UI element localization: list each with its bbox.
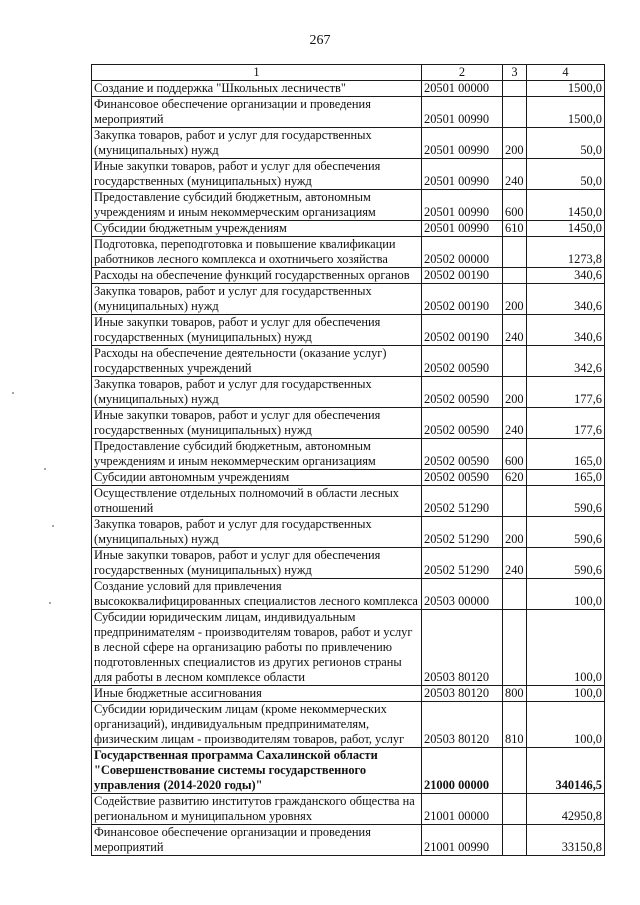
- row-code-cell: 20502 00590: [422, 470, 503, 486]
- row-amount-cell: 33150,8: [527, 825, 605, 856]
- row-name-cell: Закупка товаров, работ и услуг для государственных (муниципальных) нужд: [92, 128, 422, 159]
- table-row: [92, 408, 605, 439]
- table-row: [92, 825, 605, 856]
- row-amount-cell: 100,0: [527, 686, 605, 702]
- row-type-cell: [503, 610, 527, 686]
- row-type-cell: 200: [503, 517, 527, 548]
- table-row: [92, 128, 605, 159]
- row-type-cell: [503, 346, 527, 377]
- row-code-cell: 20502 51290: [422, 517, 503, 548]
- row-amount-cell: 590,6: [527, 486, 605, 517]
- row-type-cell: 200: [503, 377, 527, 408]
- row-code-cell: 20503 80120: [422, 702, 503, 748]
- row-name-cell: Иные закупки товаров, работ и услуг для обеспечения государственных (муниципальных) нужд: [92, 315, 422, 346]
- row-name-cell: Закупка товаров, работ и услуг для государственных (муниципальных) нужд: [92, 517, 422, 548]
- table-row: [92, 548, 605, 579]
- row-name-cell: Предоставление субсидий бюджетным, автономным учреждениям и иным некоммерческим организациям: [92, 190, 422, 221]
- table-row: [92, 702, 605, 748]
- scan-speck: [49, 602, 51, 604]
- table-row: [92, 284, 605, 315]
- table-row: [92, 237, 605, 268]
- row-name-cell: Субсидии юридическим лицам (кроме некоммерческих организаций), индивидуальным предпринимателям, физическим лицам - производителям товаров, работ, услуг: [92, 702, 422, 748]
- table-row: [92, 315, 605, 346]
- row-code-cell: 20501 00990: [422, 190, 503, 221]
- table-row: [92, 81, 605, 97]
- row-amount-cell: 590,6: [527, 548, 605, 579]
- row-code-cell: 20501 00990: [422, 159, 503, 190]
- row-amount-cell: 50,0: [527, 128, 605, 159]
- row-type-cell: [503, 794, 527, 825]
- row-type-cell: 200: [503, 284, 527, 315]
- budget-table: [91, 64, 605, 856]
- row-name-cell: Иные закупки товаров, работ и услуг для обеспечения государственных (муниципальных) нужд: [92, 159, 422, 190]
- row-type-cell: 800: [503, 686, 527, 702]
- table-header-row: [92, 65, 605, 81]
- row-amount-cell: 165,0: [527, 470, 605, 486]
- scan-speck: [52, 525, 54, 527]
- row-amount-cell: 1450,0: [527, 221, 605, 237]
- table-row: [92, 377, 605, 408]
- row-amount-cell: 177,6: [527, 408, 605, 439]
- row-amount-cell: 165,0: [527, 439, 605, 470]
- row-name-cell: Финансовое обеспечение организации и проведения мероприятий: [92, 97, 422, 128]
- row-code-cell: 20502 00590: [422, 346, 503, 377]
- row-type-cell: [503, 579, 527, 610]
- row-code-cell: 20501 00990: [422, 128, 503, 159]
- row-type-cell: [503, 237, 527, 268]
- row-code-cell: 20502 00000: [422, 237, 503, 268]
- row-code-cell: 21001 00990: [422, 825, 503, 856]
- table-row: [92, 610, 605, 686]
- table-row: [92, 159, 605, 190]
- row-name-cell: Закупка товаров, работ и услуг для государственных (муниципальных) нужд: [92, 284, 422, 315]
- row-code-cell: 20502 51290: [422, 486, 503, 517]
- row-amount-cell: 342,6: [527, 346, 605, 377]
- table-row: [92, 346, 605, 377]
- column-header-name: 1: [92, 65, 422, 81]
- table-row: [92, 221, 605, 237]
- row-type-cell: [503, 97, 527, 128]
- row-name-cell: Создание условий для привлечения высококвалифицированных специалистов лесного комплекса: [92, 579, 422, 610]
- row-amount-cell: 1273,8: [527, 237, 605, 268]
- row-type-cell: [503, 748, 527, 794]
- row-code-cell: 20501 00000: [422, 81, 503, 97]
- row-name-cell: Финансовое обеспечение организации и проведения мероприятий: [92, 825, 422, 856]
- table-row: [92, 686, 605, 702]
- table-row: [92, 190, 605, 221]
- column-header-code: 2: [422, 65, 503, 81]
- row-type-cell: 200: [503, 128, 527, 159]
- row-name-cell: Субсидии юридическим лицам, индивидуальным предпринимателям - производителям товаров, работ и услуг в лесной сфере на организацию работы по привлечению подготовленных специалистов из других регионов страны для работы в лесном комплексе области: [92, 610, 422, 686]
- table-row: [92, 268, 605, 284]
- row-code-cell: 20502 00590: [422, 408, 503, 439]
- row-code-cell: 20502 00590: [422, 439, 503, 470]
- row-type-cell: 600: [503, 439, 527, 470]
- row-name-cell: Иные бюджетные ассигнования: [92, 686, 422, 702]
- row-type-cell: 240: [503, 548, 527, 579]
- row-type-cell: 610: [503, 221, 527, 237]
- row-amount-cell: 100,0: [527, 610, 605, 686]
- row-name-cell: Государственная программа Сахалинской области "Совершенствование системы государственного управления (2014-2020 годы)": [92, 748, 422, 794]
- row-amount-cell: 50,0: [527, 159, 605, 190]
- row-code-cell: 20503 80120: [422, 686, 503, 702]
- row-amount-cell: 177,6: [527, 377, 605, 408]
- row-code-cell: 20502 00190: [422, 284, 503, 315]
- row-code-cell: 21000 00000: [422, 748, 503, 794]
- row-amount-cell: 100,0: [527, 579, 605, 610]
- row-name-cell: Предоставление субсидий бюджетным, автономным учреждениям и иным некоммерческим организациям: [92, 439, 422, 470]
- row-name-cell: Закупка товаров, работ и услуг для государственных (муниципальных) нужд: [92, 377, 422, 408]
- row-code-cell: 20501 00990: [422, 97, 503, 128]
- table-row: [92, 748, 605, 794]
- row-name-cell: Осуществление отдельных полномочий в области лесных отношений: [92, 486, 422, 517]
- row-amount-cell: 1500,0: [527, 97, 605, 128]
- row-amount-cell: 1500,0: [527, 81, 605, 97]
- scan-speck: [44, 468, 46, 470]
- row-code-cell: 20502 00590: [422, 377, 503, 408]
- row-amount-cell: 1450,0: [527, 190, 605, 221]
- row-code-cell: 20502 51290: [422, 548, 503, 579]
- row-type-cell: [503, 825, 527, 856]
- row-type-cell: [503, 268, 527, 284]
- row-code-cell: 20503 00000: [422, 579, 503, 610]
- table-row: [92, 794, 605, 825]
- row-name-cell: Иные закупки товаров, работ и услуг для обеспечения государственных (муниципальных) нужд: [92, 408, 422, 439]
- row-name-cell: Создание и поддержка "Школьных лесничеств": [92, 81, 422, 97]
- table-row: [92, 470, 605, 486]
- row-amount-cell: 590,6: [527, 517, 605, 548]
- row-type-cell: [503, 486, 527, 517]
- row-type-cell: 240: [503, 159, 527, 190]
- page-number: 267: [309, 33, 331, 48]
- table-row: [92, 97, 605, 128]
- row-name-cell: Расходы на обеспечение деятельности (оказание услуг) государственных учреждений: [92, 346, 422, 377]
- row-type-cell: 240: [503, 315, 527, 346]
- column-header-type: 3: [503, 65, 527, 81]
- column-header-amount: 4: [527, 65, 605, 81]
- table-row: [92, 579, 605, 610]
- row-type-cell: 620: [503, 470, 527, 486]
- row-name-cell: Иные закупки товаров, работ и услуг для обеспечения государственных (муниципальных) нужд: [92, 548, 422, 579]
- row-code-cell: 20502 00190: [422, 268, 503, 284]
- row-code-cell: 20502 00190: [422, 315, 503, 346]
- row-amount-cell: 42950,8: [527, 794, 605, 825]
- row-name-cell: Подготовка, переподготовка и повышение квалификации работников лесного комплекса и охотничьего хозяйства: [92, 237, 422, 268]
- row-type-cell: [503, 81, 527, 97]
- row-code-cell: 21001 00000: [422, 794, 503, 825]
- row-type-cell: 600: [503, 190, 527, 221]
- row-code-cell: 20501 00990: [422, 221, 503, 237]
- row-code-cell: 20503 80120: [422, 610, 503, 686]
- row-amount-cell: 340,6: [527, 268, 605, 284]
- row-amount-cell: 340146,5: [527, 748, 605, 794]
- row-type-cell: 810: [503, 702, 527, 748]
- row-name-cell: Расходы на обеспечение функций государственных органов: [92, 268, 422, 284]
- scan-speck: [12, 392, 14, 394]
- row-amount-cell: 100,0: [527, 702, 605, 748]
- row-name-cell: Субсидии бюджетным учреждениям: [92, 221, 422, 237]
- row-type-cell: 240: [503, 408, 527, 439]
- row-amount-cell: 340,6: [527, 315, 605, 346]
- row-name-cell: Содействие развитию институтов гражданского общества на региональном и муниципальном уровнях: [92, 794, 422, 825]
- table-row: [92, 517, 605, 548]
- row-amount-cell: 340,6: [527, 284, 605, 315]
- row-name-cell: Субсидии автономным учреждениям: [92, 470, 422, 486]
- table-row: [92, 486, 605, 517]
- table-row: [92, 439, 605, 470]
